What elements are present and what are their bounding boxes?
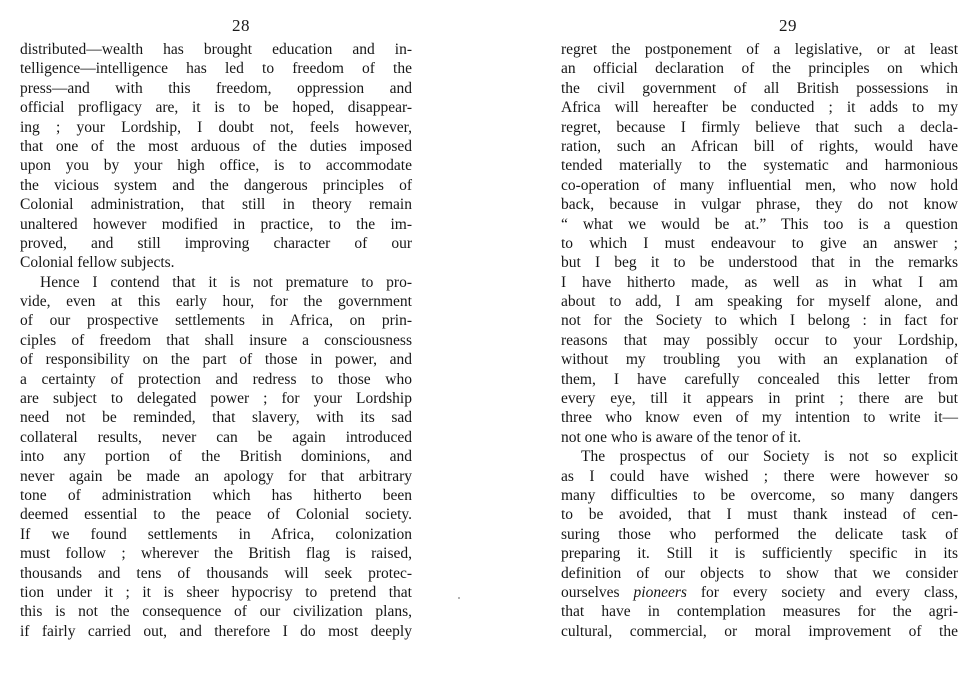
text-line: reasons that may possibly occur to your Lordship, — [561, 331, 958, 349]
text-line: that one of the most arduous of the duties imposed — [20, 137, 412, 155]
text-line: as I could have wished ; there were however so — [561, 467, 958, 485]
text-line: I have hitherto made, as well as in what I am — [561, 273, 958, 291]
text-line: the vicious system and the dangerous principles of — [20, 176, 412, 194]
text-line: but I beg it to be understood that in the remarks — [561, 254, 958, 272]
text-line: them, I have carefully concealed this letter from — [561, 370, 958, 388]
text-line: into any portion of the British dominions, and — [20, 448, 412, 466]
text-line: official profligacy are, it is to be hoped, disappear- — [20, 99, 412, 117]
text-line: co-operation of many influential men, who now hold — [561, 176, 958, 194]
text-line: without my troubling you with an explanation of — [561, 351, 958, 369]
text-line: upon you by your high office, is to accommodate — [20, 157, 412, 175]
text-line: to be avoided, that I must thank instead of cen- — [561, 506, 958, 524]
text-line: tone of administration which has hitherto been — [20, 486, 412, 504]
text-line: ing ; your Lordship, I doubt not, feels however, — [20, 118, 412, 136]
left-page — [0, 0, 470, 676]
text-line: an official declaration of the principles on which — [561, 60, 958, 78]
text-line: are subject to delegated power ; for your Lordship — [20, 390, 412, 408]
text-line: about to add, I am speaking for myself alone, and — [561, 293, 958, 311]
text-line: deemed essential to the peace of Colonial society. — [20, 506, 412, 524]
text-line: telligence—intelligence has led to freedom of the — [20, 60, 412, 78]
text-line: proved, and still improving character of our — [20, 234, 412, 252]
text-line: Colonial fellow subjects. — [20, 254, 175, 272]
right-page-text — [561, 40, 958, 641]
text-line: cultural, commercial, or moral improvement of the — [561, 622, 958, 640]
text-line: The prospectus of our Society is not so explicit — [581, 448, 958, 466]
text-line: regret the postponement of a legislative, or at least — [561, 41, 958, 58]
text-line: a certainty of protection and redress to those who — [20, 370, 412, 388]
text-line: this is not the consequence of our civilization plans, — [20, 603, 412, 621]
text-line: Africa will hereafter be conducted ; it adds to my — [561, 99, 958, 117]
text-line: If we found settlements in Africa, colonization — [20, 525, 412, 543]
text-line: preparing it. Still it is sufficiently specific in its — [561, 545, 958, 563]
paper-speck — [458, 597, 460, 599]
text-line: never again be made an apology for that arbitrary — [20, 467, 412, 485]
text-line: that have in contemplation measures for the agri- — [561, 603, 958, 621]
italic-word: pioneers — [633, 583, 687, 601]
text-line: suring those who performed the delicate task of — [561, 525, 958, 543]
page-gutter — [470, 0, 490, 676]
text-line: three who know even of my intention to write it— — [561, 409, 958, 427]
text-line: press—and with this freedom, oppression and — [20, 79, 412, 97]
text-line: back, because in vulgar phrase, they do not know — [561, 196, 958, 214]
right-page — [490, 0, 980, 676]
text-line: the civil government of all British possessions in — [561, 79, 958, 97]
text-line: ciples of freedom that shall insure a consciousness — [20, 331, 412, 349]
page-number-right: 29 — [779, 16, 797, 35]
text-line: ration, such an African bill of rights, would have — [561, 137, 958, 155]
text-line: every eye, till it appears in print ; there are but — [561, 390, 958, 408]
text-line: to which I must endeavour to give an answer ; — [561, 234, 958, 252]
text-line: regret, because I firmly believe that such a decla- — [561, 118, 958, 136]
text-line: not one who is aware of the tenor of it. — [561, 428, 802, 446]
text-line: unaltered however modified in practice, to the im- — [20, 215, 412, 233]
text-line: tended materially to the systematic and harmonious — [561, 157, 958, 175]
text-line: not for the Society to which I belong : in fact for — [561, 312, 958, 330]
text-line: Hence I contend that it is not premature to pro- — [40, 273, 412, 291]
text-line: Colonial administration, that still in theory remain — [20, 196, 412, 214]
text-line: “ what we would be at.” This too is a question — [561, 215, 958, 233]
text-line: definition of our objects to show that we consider — [561, 564, 958, 582]
page-number-left: 28 — [232, 16, 250, 35]
text-line: of responsibility on the part of those in power, and — [20, 351, 412, 369]
text-line: of our prospective settlements in Africa, on prin- — [20, 312, 412, 330]
text-line: if fairly carried out, and therefore I do most deeply — [20, 622, 412, 640]
text-line: must follow ; wherever the British flag is raised, — [20, 545, 412, 563]
text-line: vide, even at this early hour, for the government — [20, 293, 412, 311]
text-line: collateral results, never can be again introduced — [20, 428, 412, 446]
text-line: need not be reminded, that slavery, with its sad — [20, 409, 412, 427]
left-page-text — [20, 40, 412, 641]
text-line: distributed—wealth has brought education and in- — [20, 41, 412, 58]
text-line: ourselves pioneers for every society and every class, — [561, 583, 958, 601]
text-line: tion under it ; it is sheer hypocrisy to pretend that — [20, 583, 412, 601]
text-line: many difficulties to be overcome, so many dangers — [561, 486, 958, 504]
text-line: thousands and tens of thousands will seek protec- — [20, 564, 412, 582]
